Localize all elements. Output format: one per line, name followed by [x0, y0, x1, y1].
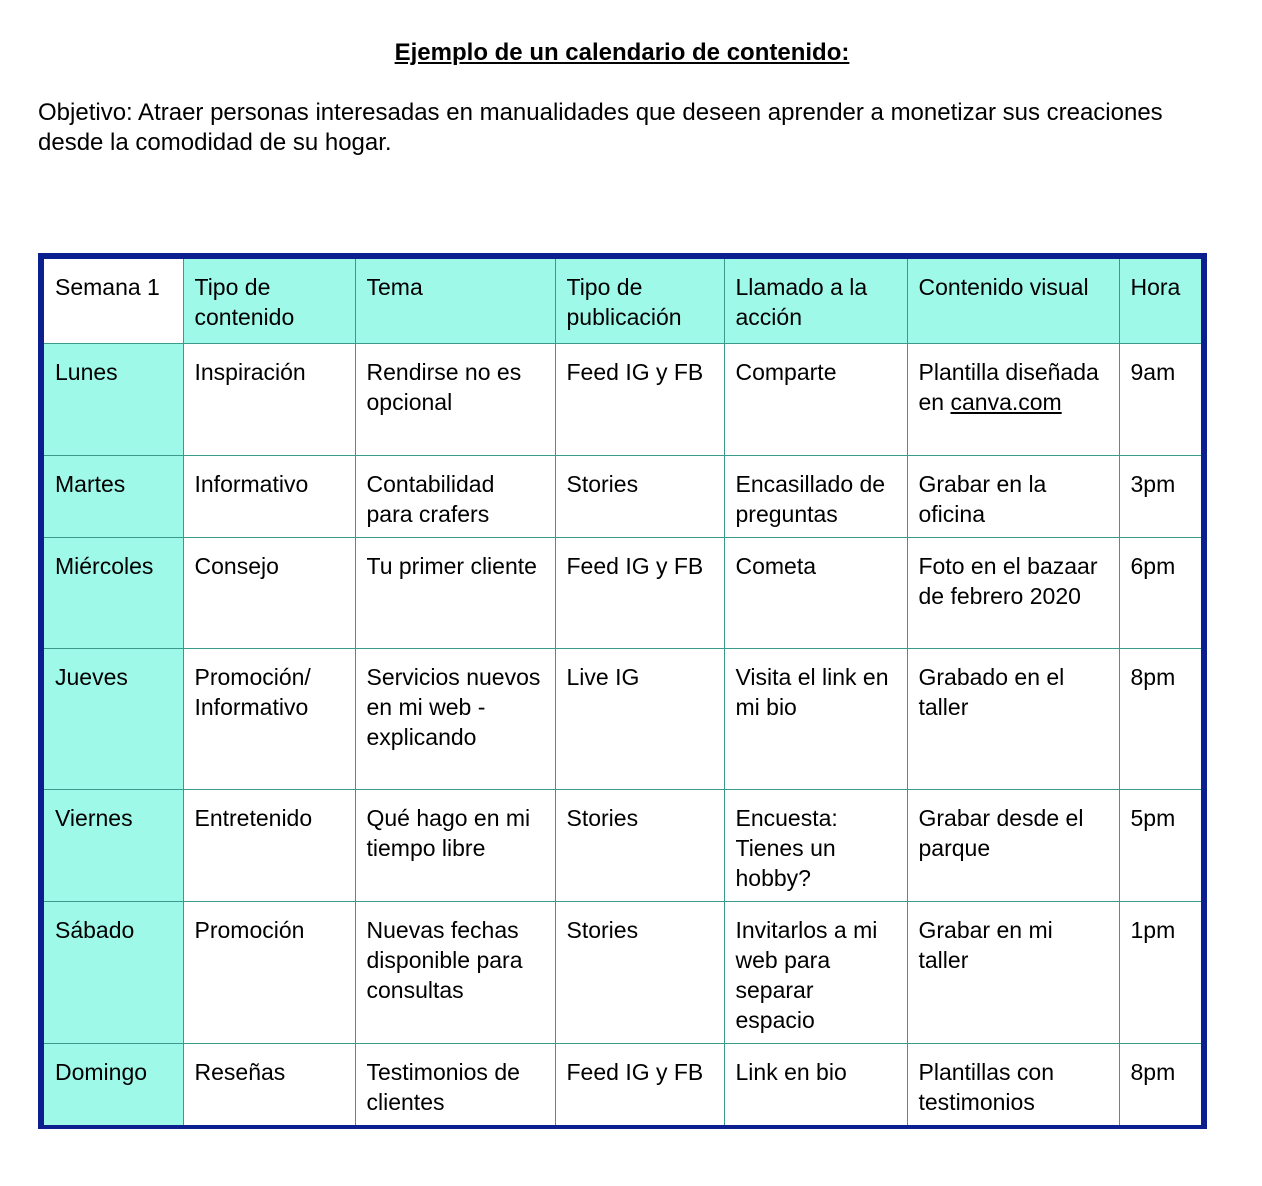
table-row — [44, 648, 1201, 789]
visual-cell: Grabar en mi taller — [907, 901, 1119, 1043]
tema-cell: Qué hago en mi tiempo libre — [355, 789, 555, 901]
table-row — [44, 455, 1201, 537]
hora-cell: 5pm — [1119, 789, 1201, 901]
tema-cell: Tu primer cliente — [355, 537, 555, 648]
tema-cell: Contabilidad para crafers — [355, 455, 555, 537]
accion-cell: Visita el link en mi bio — [724, 648, 907, 789]
publicacion-cell: Stories — [555, 789, 724, 901]
tipo-cell: Informativo — [183, 455, 355, 537]
visual-cell — [907, 343, 1119, 455]
header-llamado-accion: Llamado a la acción — [724, 259, 907, 343]
publicacion-cell: Feed IG y FB — [555, 1043, 724, 1125]
accion-cell: Encasillado de preguntas — [724, 455, 907, 537]
visual-cell: Grabar desde el parque — [907, 789, 1119, 901]
header-contenido-visual: Contenido visual — [907, 259, 1119, 343]
day-cell: Jueves — [44, 648, 183, 789]
content-calendar-table — [38, 253, 1207, 1129]
tipo-cell: Entretenido — [183, 789, 355, 901]
visual-cell: Grabado en el taller — [907, 648, 1119, 789]
publicacion-cell: Live IG — [555, 648, 724, 789]
tipo-cell: Promoción/ Informativo — [183, 648, 355, 789]
table-row — [44, 343, 1201, 455]
table-row — [44, 789, 1201, 901]
accion-cell: Cometa — [724, 537, 907, 648]
accion-cell: Comparte — [724, 343, 907, 455]
table-row — [44, 537, 1201, 648]
header-row — [44, 259, 1201, 343]
accion-cell: Encuesta: Tienes un hobby? — [724, 789, 907, 901]
table-row — [44, 901, 1201, 1043]
tipo-cell: Reseñas — [183, 1043, 355, 1125]
header-tema: Tema — [355, 259, 555, 343]
publicacion-cell: Stories — [555, 901, 724, 1043]
document-title: Ejemplo de un calendario de contenido: — [394, 39, 850, 66]
hora-cell: 1pm — [1119, 901, 1201, 1043]
tema-cell: Testimonios de clientes — [355, 1043, 555, 1125]
tema-cell: Nuevas fechas disponible para consultas — [355, 901, 555, 1043]
day-cell: Sábado — [44, 901, 183, 1043]
header-hora: Hora — [1119, 259, 1201, 343]
header-tipo-publicacion: Tipo de publicación — [555, 259, 724, 343]
tema-cell: Rendirse no es opcional — [355, 343, 555, 455]
canva-link[interactable]: canva.com — [950, 388, 1062, 415]
hora-cell: 8pm — [1119, 1043, 1201, 1125]
visual-cell: Plantillas con testimonios — [907, 1043, 1119, 1125]
publicacion-cell: Feed IG y FB — [555, 343, 724, 455]
hora-cell: 6pm — [1119, 537, 1201, 648]
day-cell: Martes — [44, 455, 183, 537]
hora-cell: 8pm — [1119, 648, 1201, 789]
visual-cell: Grabar en la oficina — [907, 455, 1119, 537]
hora-cell: 9am — [1119, 343, 1201, 455]
table-row — [44, 1043, 1201, 1125]
accion-cell: Invitarlos a mi web para separar espacio — [724, 901, 907, 1043]
hora-cell: 3pm — [1119, 455, 1201, 537]
objective-text: Objetivo: Atraer personas interesadas en manualidades que deseen aprender a monetizar sus creaciones desde la comodidad de su hogar. — [38, 99, 1163, 156]
day-cell: Viernes — [44, 789, 183, 901]
publicacion-cell: Feed IG y FB — [555, 537, 724, 648]
day-cell: Lunes — [44, 343, 183, 455]
visual-text: Plantilla diseñada en — [918, 358, 1099, 415]
day-cell: Domingo — [44, 1043, 183, 1125]
tipo-cell: Consejo — [183, 537, 355, 648]
week-label: Semana 1 — [44, 259, 183, 343]
tema-cell: Servicios nuevos en mi web - explicando — [355, 648, 555, 789]
tipo-cell: Inspiración — [183, 343, 355, 455]
accion-cell: Link en bio — [724, 1043, 907, 1125]
tipo-cell: Promoción — [183, 901, 355, 1043]
header-tipo-contenido: Tipo de contenido — [183, 259, 355, 343]
visual-cell: Foto en el bazaar de febrero 2020 — [907, 537, 1119, 648]
day-cell: Miércoles — [44, 537, 183, 648]
publicacion-cell: Stories — [555, 455, 724, 537]
